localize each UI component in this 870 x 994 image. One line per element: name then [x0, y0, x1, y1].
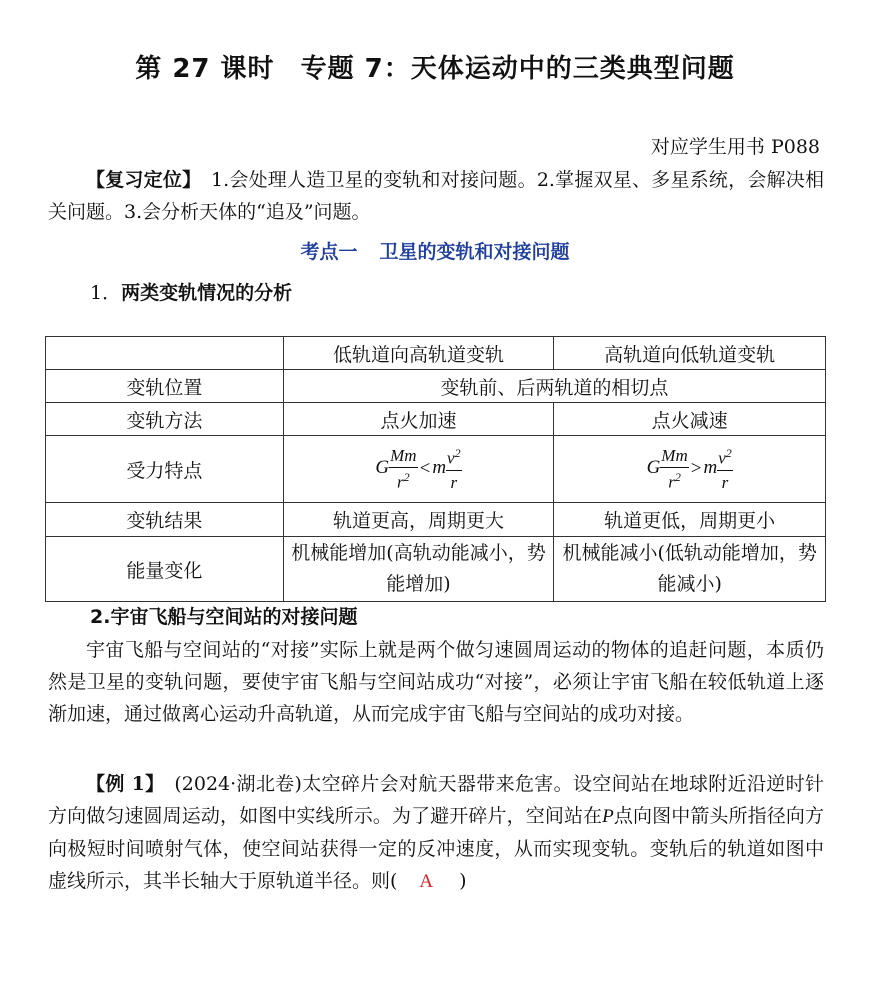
row-label: 能量变化 — [46, 537, 284, 602]
table-header-row — [46, 337, 826, 370]
cell-high: 点火减速 — [554, 403, 826, 436]
row-label: 变轨位置 — [46, 370, 284, 403]
subheading-1-text: 两类变轨情况的分析 — [121, 282, 293, 304]
cell-high: 轨道更低，周期更小 — [554, 503, 826, 537]
formula-high: G $\frac{Mm}{r^2}$ > m $\frac{v^2}{r}$ — [554, 436, 826, 503]
review-label: 【复习定位】 — [86, 169, 192, 191]
row-label: 变轨结果 — [46, 503, 284, 537]
section-title: 卫星的变轨和对接问题 — [379, 241, 570, 263]
cell-low: 机械能增加(高轨动能减小，势能增加) — [283, 537, 554, 602]
lesson-number: 第 27 课时 — [135, 54, 275, 84]
example-close-paren: ) — [459, 870, 467, 892]
point-p: P — [602, 806, 614, 827]
example-text-1: (2024·湖北卷)太空碎片会对航天器带来危害。设空间站在地球附近沿逆时针方向做匀速圆周运动，如图中实线所示。为了避开碎片，空间站在 — [48, 773, 824, 827]
row-label: 受力特点 — [46, 436, 284, 503]
book-reference: 对应学生用书 P088 — [650, 136, 820, 158]
cell-low: 轨道更高，周期更大 — [283, 503, 554, 537]
example-label: 【例 1】 — [86, 773, 156, 795]
example-text-2: 点向图中箭头所指径向方向极短时间喷射气体，使空间站获得一定的反冲速度，从而实现变轨。变轨后的轨道如图中虚线所示，其半长轴大于原轨道半径。则( — [48, 805, 824, 892]
example-paragraph — [48, 768, 824, 898]
table-row — [46, 403, 826, 436]
cell-low: 点火加速 — [283, 403, 554, 436]
subheading-1-number: 1． — [90, 282, 122, 304]
section-number: 考点一 — [300, 241, 358, 263]
subheading-1 — [90, 278, 292, 305]
review-text: 1.会处理人造卫星的变轨和对接问题。2.掌握双星、多星系统，会解决相关问题。3.会分析天体的“追及”问题。 — [48, 169, 824, 223]
table-row — [46, 537, 826, 602]
answer-mark: A — [419, 871, 434, 892]
merged-cell: 变轨前、后两轨道的相切点 — [283, 370, 825, 403]
orbit-change-table — [45, 336, 826, 602]
review-paragraph — [48, 164, 824, 228]
page-title — [0, 48, 870, 85]
table-row — [46, 370, 826, 403]
docking-paragraph: 宇宙飞船与空间站的“对接”实际上就是两个做匀速圆周运动的物体的追赶问题，本质仍然是卫星的变轨问题，要使宇宙飞船与空间站成功“对接”，必须让宇宙飞船在较低轨道上逐渐加速，通过做离心运动升高轨道，从而完成宇宙飞船与空间站的成功对接。 — [48, 639, 824, 725]
table-header-low-to-high: 低轨道向高轨道变轨 — [283, 337, 554, 370]
table-header-high-to-low: 高轨道向低轨道变轨 — [554, 337, 826, 370]
topic-title: 专题 7：天体运动中的三类典型问题 — [300, 54, 735, 84]
table-row — [46, 436, 826, 503]
formula-low: G $\frac{Mm}{r^2}$ < m $\frac{v^2}{r}$ — [283, 436, 554, 503]
row-label: 变轨方法 — [46, 403, 284, 436]
table-header-empty — [46, 337, 284, 370]
section-heading — [0, 237, 870, 264]
table-row — [46, 503, 826, 537]
subheading-2: 2.宇宙飞船与空间站的对接问题 — [90, 606, 358, 628]
cell-high: 机械能减小(低轨动能增加，势能减小) — [554, 537, 826, 602]
